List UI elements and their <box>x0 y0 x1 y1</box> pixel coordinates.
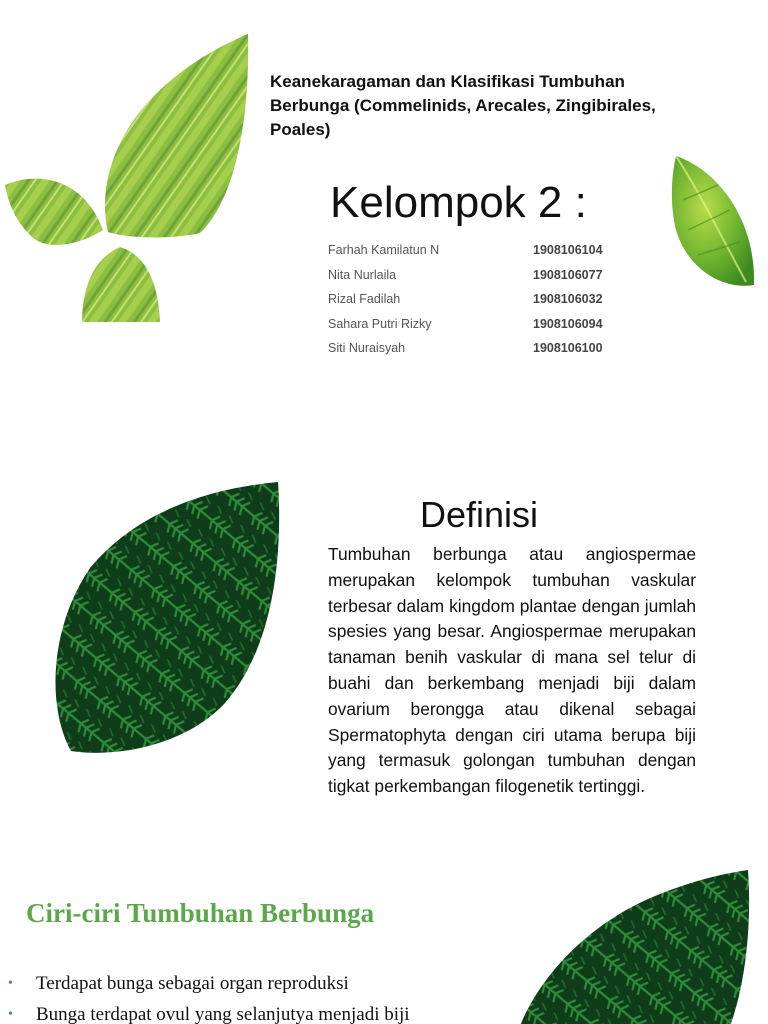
definition-title: Definisi <box>420 494 539 535</box>
member-row <box>328 292 628 317</box>
member-name: Farhah Kamilatun N <box>328 243 440 257</box>
member-id: 1908106100 <box>533 341 603 356</box>
member-name: Rizal Fadilah <box>328 292 401 307</box>
fern-leaf-image <box>45 478 285 758</box>
member-row <box>328 243 628 268</box>
list-item-text: Terdapat bunga sebagai organ reproduksi <box>36 973 349 994</box>
member-row <box>328 317 628 342</box>
member-list <box>328 243 628 366</box>
member-id: 1908106104 <box>533 243 603 257</box>
list-item <box>8 968 498 999</box>
group-heading: Kelompok 2 : <box>330 178 587 227</box>
member-name: Nita Nurlaila <box>328 267 397 282</box>
leaf-large <box>105 34 248 237</box>
list-item <box>8 999 498 1024</box>
bullet-icon: • <box>8 976 13 991</box>
fern-leaf-image <box>520 866 755 1024</box>
member-id: 1908106094 <box>533 316 603 331</box>
member-id: 1908106032 <box>533 292 603 307</box>
list-item-text: Bunga terdapat ovul yang selanjutya menjadi biji <box>36 1004 410 1024</box>
leaf-bottom <box>82 247 160 322</box>
member-row <box>328 341 628 366</box>
characteristics-list <box>8 968 498 1024</box>
member-id: 1908106077 <box>533 267 603 282</box>
leaf-left <box>5 179 103 245</box>
characteristics-slide <box>0 850 768 1024</box>
definition-body: Tumbuhan berbunga atau angiospermae merupakan kelompok tumbuhan vaskular terbesar dalam kingdom plantae dengan jumlah spesies yang besar. Angiospermae merupakan tanaman benih vaskular di mana sel telur di buahi dan berkembang menjadi biji dalam ovarium berongga atau dikenal sebagai Spermatophyta dengan ciri utama berupa biji yang termasuk golongan tumbuhan dengan tigkat perkembangan filogenetik tertinggi. <box>328 544 696 797</box>
title-slide <box>0 0 768 420</box>
member-name: Sahara Putri Rizky <box>328 316 432 331</box>
leaf-cluster-image <box>0 30 260 330</box>
member-row <box>328 268 628 293</box>
member-name: Siti Nuraisyah <box>328 341 406 356</box>
definition-slide <box>0 420 768 850</box>
bullet-icon: • <box>8 1007 13 1022</box>
characteristics-title: Ciri-ciri Tumbuhan Berbunga <box>26 898 375 928</box>
tropical-leaf-image <box>668 150 760 295</box>
presentation-title: Keanekaragaman dan Klasifikasi Tumbuhan Berbunga (Commelinids, Arecales, Zingibirales, Poales) <box>270 72 656 139</box>
